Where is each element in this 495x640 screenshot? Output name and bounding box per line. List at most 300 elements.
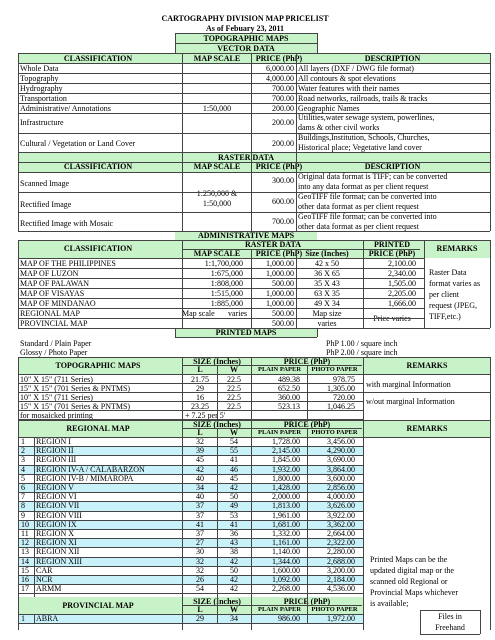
grid-line-h — [18, 547, 364, 548]
regional-row-w: 42 — [230, 584, 238, 594]
regional-row-l: 37 — [196, 510, 204, 520]
admin-row-price: 500.00 — [272, 279, 294, 288]
vector-row-desc: Utilities,water sewage system, powerlines, — [298, 113, 435, 122]
grid-line-v — [182, 53, 183, 231]
admin-row-scale: 1:675,000 — [210, 269, 243, 278]
topo-mosaic-value: + 7.25 per 5' — [185, 411, 226, 420]
regional-row-photo: 3,362.00 — [327, 519, 355, 529]
regional-row-w: 41 — [230, 519, 238, 529]
grid-line-v — [363, 420, 364, 630]
regional-row-l: 54 — [196, 584, 204, 594]
col-price: PRICE (PhP) — [255, 54, 303, 63]
regional-row-name: REGION XIII — [36, 556, 82, 566]
vector-row-desc: dams & other civil works — [298, 123, 380, 132]
grid-line-v — [182, 357, 183, 420]
admin-row-price: 1,000.00 — [266, 269, 294, 278]
regional-row-no: 8 — [21, 501, 25, 511]
grid-line-h — [18, 103, 490, 104]
admin-row-scale: 1:885,000 — [210, 299, 243, 308]
admin-row-size: 42 x 50 — [315, 259, 339, 268]
grid-line-h — [18, 133, 490, 134]
col-W: W — [230, 605, 238, 614]
grid-line-h — [18, 446, 364, 447]
admin-price-varies: Price varies — [373, 314, 411, 323]
regional-row-name: REGION IV-A / CALABARZON — [36, 464, 145, 474]
regional-remark-line: Provincial Maps whichever — [370, 588, 458, 597]
provincial-row-no: 1 — [21, 614, 25, 623]
grid-line-v — [34, 614, 35, 623]
admin-row-name: REGIONAL MAP — [20, 309, 80, 318]
vector-row-name: Transportation — [20, 94, 67, 103]
vector-row-desc: Water features with their names — [298, 84, 400, 93]
col-L: L — [197, 428, 203, 437]
regional-row-plain: 1,161.00 — [272, 538, 300, 548]
regional-row-w: 49 — [230, 501, 238, 511]
vector-row-name: Administrative/ Annotations — [20, 104, 111, 113]
col-price: PRICE (PhP) — [255, 249, 303, 258]
admin-row-scale: Map scale — [182, 309, 215, 318]
regional-row-photo: 2,664.00 — [327, 529, 355, 538]
raster-data-title: RASTER DATA — [218, 153, 274, 162]
grid-line-v — [363, 357, 364, 420]
col-remarks: REMARKS — [406, 361, 448, 370]
grid-line-h — [18, 162, 490, 163]
raster-row-desc: into any data format as per client request — [298, 182, 429, 191]
regional-row-w: 42 — [230, 575, 238, 584]
regional-title: REGIONAL MAP — [66, 424, 130, 433]
grid-line-h — [18, 455, 364, 456]
grid-line-h — [18, 383, 364, 384]
grid-line-v — [317, 33, 318, 53]
regional-row-l: 30 — [196, 547, 204, 557]
col-classification: CLASSIFICATION — [63, 54, 133, 63]
regional-row-plain: 1,600.00 — [272, 565, 300, 575]
topo-row-l: 16 — [196, 393, 204, 402]
topo-row-plain: 652.50 — [278, 384, 300, 393]
regional-row-name: REGION VIII — [36, 510, 82, 520]
grid-line-h — [18, 483, 364, 484]
grid-line-h — [175, 231, 317, 232]
grid-line-h — [18, 593, 364, 594]
col-L: L — [197, 605, 203, 614]
topo-row-photo: 978.75 — [333, 375, 355, 384]
admin-row-scale: 1:808,000 — [210, 279, 243, 288]
grid-line-h — [18, 53, 490, 54]
grid-line-v — [307, 365, 308, 420]
regional-row-l: 40 — [196, 473, 204, 483]
admin-row-printed: 1,666.00 — [388, 299, 416, 308]
printed-row-price: PhP 1.00 / square inch — [326, 339, 398, 348]
admin-row-scale: 1:1,700,000 — [204, 259, 243, 268]
regional-row-name: REGION IX — [36, 519, 77, 529]
grid-line-h — [18, 420, 490, 421]
regional-row-no: 6 — [21, 483, 25, 492]
topo-row-plain: 489.38 — [278, 375, 300, 384]
grid-line-h — [18, 538, 364, 539]
col-size-inches: SIZE (Inches) — [193, 420, 241, 429]
provincial-row-photo: 1,972.00 — [327, 614, 355, 623]
regional-row-w: 54 — [230, 437, 238, 446]
regional-row-plain: 1,932.00 — [272, 464, 300, 474]
admin-row-price: 1,000.00 — [266, 289, 294, 298]
admin-row-size: 35 X 43 — [314, 279, 340, 288]
section-topographic-maps: TOPOGRAPHIC MAPS — [203, 34, 289, 43]
vector-row-desc: Historical place; Vegetative land cover — [298, 143, 422, 152]
regional-row-no: 2 — [21, 446, 25, 456]
col-W: W — [230, 365, 238, 374]
grid-line-h — [18, 192, 490, 193]
raster-row-name: Rectified Image — [20, 200, 72, 209]
col-description: DESCRIPTION — [364, 54, 421, 63]
regional-row-w: 43 — [230, 538, 238, 548]
vector-row-name: Cultural / Vegetation or Land Cover — [20, 139, 136, 148]
grid-line-h — [18, 73, 490, 74]
col-map-scale: MAP SCALE — [193, 54, 241, 63]
grid-line-h — [18, 575, 364, 576]
admin-row-scale: 1:515,000 — [210, 289, 243, 298]
regional-row-l: 45 — [196, 455, 204, 465]
regional-row-plain: 1,332.00 — [272, 529, 300, 538]
regional-row-plain: 2,268.00 — [272, 584, 300, 594]
col-size-inches: SIZE (Inches) — [193, 357, 241, 366]
grid-line-h — [18, 374, 490, 375]
document-date: As of Febuary 23, 2011 — [206, 24, 284, 33]
regional-row-plain: 2,000.00 — [272, 492, 300, 502]
grid-line-v — [424, 240, 425, 328]
col-printed: PRINTED — [373, 240, 410, 249]
topo-row-photo: 1,046.25 — [327, 402, 355, 411]
admin-row-printed: 2,100.00 — [388, 259, 416, 268]
regional-row-name: NCR — [36, 575, 53, 584]
grid-line-h — [175, 337, 317, 338]
regional-row-name: REGION II — [36, 446, 74, 456]
regional-row-photo: 2,322.00 — [327, 538, 355, 548]
regional-remark-line: is available; — [370, 599, 409, 608]
regional-row-l: 32 — [196, 556, 204, 566]
raster-scale-line: 1:250,000 & — [196, 189, 238, 198]
col-map-scale: MAP SCALE — [193, 162, 241, 171]
topo-row-l: 29 — [196, 384, 204, 393]
raster-row-desc: other data format as per client request — [298, 222, 419, 231]
regional-row-plain: 1,344.00 — [272, 556, 300, 566]
grid-line-h — [175, 43, 317, 44]
col-photo-paper: PHOTO PAPER — [311, 429, 358, 436]
printed-row-name: Standard / Plain Paper — [20, 339, 92, 348]
regional-row-w: 38 — [230, 547, 238, 557]
regional-row-photo: 3,456.00 — [327, 437, 355, 446]
admin-row-scale: varies — [228, 309, 248, 318]
regional-row-l: 37 — [196, 501, 204, 511]
vector-row-name: Infrastructure — [20, 118, 64, 127]
topo-row-l: 23.25 — [191, 402, 209, 411]
regional-row-name: REGION XI — [36, 538, 77, 548]
regional-row-no: 7 — [21, 492, 25, 502]
vector-row-price: 700.00 — [272, 94, 294, 103]
printed-maps-title: PRINTED MAPS — [215, 328, 277, 337]
regional-row-photo: 4,290.00 — [327, 446, 355, 456]
raster-scale-line: 1:50,000 — [202, 199, 232, 208]
regional-files-in: Files in — [438, 612, 462, 621]
vector-row-price: 6,000.00 — [266, 64, 294, 73]
regional-row-name: REGION IV-B / MIMAROPA — [36, 473, 134, 483]
vector-row-desc: All layers (DXF / DWG file format) — [298, 64, 414, 73]
col-classification: CLASSIFICATION — [63, 162, 133, 171]
col-price: PRICE (PhP) — [283, 357, 331, 366]
regional-row-photo: 3,600.00 — [327, 473, 355, 483]
topo-title: TOPOGRAPHIC MAPS — [55, 361, 141, 370]
admin-remarks-line: per client — [429, 290, 459, 299]
regional-row-l: 42 — [196, 464, 204, 474]
grid-line-v — [363, 240, 364, 328]
grid-line-v — [175, 328, 176, 337]
regional-row-plain: 1,813.00 — [272, 501, 300, 511]
grid-line-v — [251, 249, 252, 328]
regional-row-w: 50 — [230, 565, 238, 575]
regional-row-no: 1 — [21, 437, 25, 446]
regional-row-photo: 3,200.00 — [327, 565, 355, 575]
provincial-title: PROVINCIAL MAP — [62, 601, 134, 610]
grid-line-h — [18, 474, 364, 475]
grid-line-h — [18, 492, 364, 493]
grid-line-h — [18, 240, 490, 241]
regional-row-photo: 4,536.00 — [327, 584, 355, 594]
regional-row-w: 42 — [230, 483, 238, 492]
topo-row-w: 22.5 — [227, 393, 241, 402]
regional-row-name: CAR — [36, 565, 53, 575]
topo-row-name: 10" X 15" (711 Series) — [20, 393, 93, 402]
regional-row-plain: 1,681.00 — [272, 519, 300, 529]
topo-row-l: 21.75 — [191, 375, 209, 384]
raster-row-desc: GeoTIFF file format; can be converted into — [298, 192, 437, 201]
regional-row-w: 50 — [230, 492, 238, 502]
vector-row-price: 200.00 — [272, 104, 294, 113]
raster-row-price: 300.00 — [272, 176, 294, 185]
col-price: PRICE (PhP) — [255, 162, 303, 171]
col-plain-paper: PLAIN PAPER — [257, 606, 302, 613]
grid-line-h — [18, 357, 490, 358]
col-classification: CLASSIFICATION — [63, 244, 133, 253]
grid-line-v — [490, 53, 491, 231]
regional-row-l: 26 — [196, 575, 204, 584]
regional-row-w: 36 — [230, 529, 238, 538]
grid-line-h — [18, 113, 490, 114]
admin-row-name: MAP OF PALAWAN — [20, 279, 90, 288]
grid-line-v — [251, 357, 252, 420]
grid-line-h — [18, 392, 364, 393]
regional-row-name: REGION VII — [36, 501, 80, 511]
regional-row-photo: 3,922.00 — [327, 510, 355, 520]
grid-line-v — [18, 53, 19, 231]
regional-row-no: 5 — [21, 473, 25, 483]
regional-row-plain: 1,961.00 — [272, 510, 300, 520]
admin-row-size: 63 X 35 — [314, 289, 340, 298]
regional-row-no: 14 — [21, 556, 29, 566]
regional-row-l: 39 — [196, 446, 204, 456]
topo-mosaic-label: for mosaicked printing — [20, 411, 93, 420]
topo-row-name: 15" X 15" (701 Series & PNTMS) — [20, 384, 131, 393]
grid-line-v — [307, 428, 308, 623]
grid-line-v — [490, 240, 491, 328]
regional-row-l: 37 — [196, 529, 204, 538]
vector-shared-scale: 1:50,000 — [202, 104, 232, 113]
document-title: CARTOGRAPHY DIVISION MAP PRICELIST — [161, 14, 329, 23]
regional-row-photo: 2,184.00 — [327, 575, 355, 584]
admin-row-name: MAP OF THE PHILIPPINES — [20, 259, 116, 268]
grid-line-h — [18, 63, 490, 64]
vector-row-price: 4,000.00 — [266, 74, 294, 83]
regional-row-name: REGION III — [36, 455, 77, 465]
admin-remarks-line: format varies as — [429, 279, 481, 288]
provincial-row-l: 29 — [196, 614, 204, 623]
admin-row-name: PROVINCIAL MAP — [20, 319, 88, 328]
regional-row-l: 34 — [196, 483, 204, 492]
grid-line-h — [18, 557, 364, 558]
col-description: DESCRIPTION — [364, 162, 421, 171]
grid-line-v — [317, 328, 318, 337]
vector-row-desc: Road networks, railroads, trails & tracks — [298, 94, 428, 103]
grid-line-h — [18, 401, 364, 402]
regional-row-name: ARMM — [36, 584, 62, 594]
topo-row-name: 15" X 15" (701 Series & PNTMS) — [20, 402, 131, 411]
grid-line-v — [18, 357, 19, 420]
regional-row-plain: 1,140.00 — [272, 547, 300, 557]
grid-line-h — [18, 529, 364, 530]
col-W: W — [230, 428, 238, 437]
regional-row-w: 41 — [230, 455, 238, 465]
topo-remark-with: with marginal Information — [366, 380, 451, 389]
grid-line-h — [183, 605, 362, 606]
grid-line-h — [18, 501, 364, 502]
grid-line-v — [490, 357, 491, 420]
grid-line-v — [18, 240, 19, 328]
admin-row-name: MAP OF VISAYAS — [20, 289, 85, 298]
col-photo-paper: PHOTO PAPER — [311, 366, 358, 373]
col-plain-paper: PLAIN PAPER — [257, 429, 302, 436]
grid-line-v — [420, 610, 421, 634]
grid-line-h — [18, 152, 490, 153]
raster-row-desc: GeoTIFF file format; can be converted into — [298, 212, 437, 221]
grid-line-v — [175, 33, 176, 53]
topo-remark-without: w/out marginal Information — [366, 397, 455, 406]
regional-row-name: REGION XII — [36, 547, 80, 557]
regional-files-freehand: Freehand — [435, 623, 465, 632]
regional-row-no: 12 — [21, 538, 29, 548]
grid-line-v — [296, 249, 297, 328]
grid-line-h — [364, 392, 490, 393]
topo-row-photo: 720.00 — [333, 393, 355, 402]
regional-row-name: REGION X — [36, 529, 74, 538]
admin-row-size: Map size — [312, 309, 342, 318]
regional-row-l: 32 — [196, 437, 204, 446]
grid-line-h — [18, 437, 490, 438]
regional-row-w: 46 — [230, 464, 238, 474]
topo-row-plain: 360.00 — [278, 393, 300, 402]
regional-row-photo: 2,280.00 — [327, 547, 355, 557]
grid-line-h — [18, 83, 490, 84]
admin-raster-data-label: RASTER DATA — [245, 240, 301, 249]
vector-row-price: 700.00 — [272, 84, 294, 93]
regional-row-w: 55 — [230, 446, 238, 456]
regional-row-plain: 1,428.00 — [272, 483, 300, 492]
grid-line-v — [18, 420, 19, 630]
regional-row-photo: 3,864.00 — [327, 464, 355, 474]
topo-row-w: 22.5 — [227, 375, 241, 384]
regional-row-l: 41 — [196, 519, 204, 529]
raster-row-name: Rectified Image with Mosaic — [20, 219, 114, 228]
regional-row-no: 11 — [21, 529, 29, 538]
vector-row-desc: All contours & spot elevations — [298, 74, 396, 83]
grid-line-h — [18, 584, 364, 585]
raster-row-desc: Original data format is TIFF; can be converted — [298, 172, 448, 181]
vector-row-price: 200.00 — [272, 118, 294, 127]
col-remarks: REMARKS — [406, 424, 448, 433]
topo-row-w: 22.5 — [227, 402, 241, 411]
regional-row-photo: 3,626.00 — [327, 501, 355, 511]
col-photo-paper: PHOTO PAPER — [311, 606, 358, 613]
admin-row-printed: 2,205.00 — [388, 289, 416, 298]
topo-row-name: 10" X 15" (711 Series) — [20, 375, 93, 384]
printed-row-name: Glossy / Photo Paper — [20, 348, 88, 357]
raster-row-name: Scanned Image — [20, 179, 70, 188]
regional-row-no: 16 — [21, 575, 29, 584]
grid-line-v — [34, 437, 35, 597]
grid-line-h — [18, 212, 490, 213]
admin-row-name: MAP OF LUZON — [20, 269, 79, 278]
grid-line-v — [182, 240, 183, 328]
grid-line-v — [182, 420, 183, 630]
admin-row-size: 36 X 65 — [314, 269, 340, 278]
provincial-row-name: ABRA — [36, 614, 59, 623]
col-L: L — [197, 365, 203, 374]
grid-line-h — [18, 614, 364, 615]
grid-line-v — [251, 420, 252, 630]
grid-line-h — [18, 511, 364, 512]
regional-row-l: 40 — [196, 492, 204, 502]
regional-remark-line: Printed Maps can be the — [370, 555, 448, 564]
regional-row-l: 27 — [196, 538, 204, 548]
regional-row-photo: 3,690.00 — [327, 455, 355, 465]
vector-row-desc: Buildings,Institution, Schools, Churches, — [298, 133, 430, 142]
raster-row-desc: other data format as per client request — [298, 202, 419, 211]
admin-row-printed: 1,505.00 — [388, 279, 416, 288]
admin-row-price: 1,000.00 — [266, 299, 294, 308]
grid-line-h — [183, 365, 362, 366]
regional-row-name: REGION V — [36, 483, 74, 492]
topo-row-w: 22.5 — [227, 384, 241, 393]
raster-row-price: 600.00 — [272, 197, 294, 206]
vector-row-price: 200.00 — [272, 139, 294, 148]
col-price: PRICE (PhP) — [283, 420, 331, 429]
printed-row-price: PhP 2.00 / square inch — [326, 348, 398, 357]
col-map-scale: MAP SCALE — [193, 249, 241, 258]
grid-line-h — [183, 428, 362, 429]
admin-row-price: 1,000.00 — [266, 259, 294, 268]
col-size-inches: SIZE (Inches) — [193, 597, 241, 606]
regional-row-plain: 1,728.00 — [272, 437, 300, 446]
admin-row-size: varies — [317, 319, 337, 328]
grid-line-v — [217, 428, 218, 623]
regional-row-l: 32 — [196, 565, 204, 575]
grid-line-h — [175, 33, 317, 34]
grid-line-h — [18, 410, 364, 411]
grid-line-h — [18, 623, 364, 624]
regional-row-plain: 1,092.00 — [272, 575, 300, 584]
grid-line-h — [18, 172, 490, 173]
regional-remark-line: scanned old Regional or — [370, 577, 448, 586]
grid-line-v — [251, 53, 252, 231]
regional-row-no: 9 — [21, 510, 25, 520]
admin-row-size: 49 X 34 — [314, 299, 340, 308]
